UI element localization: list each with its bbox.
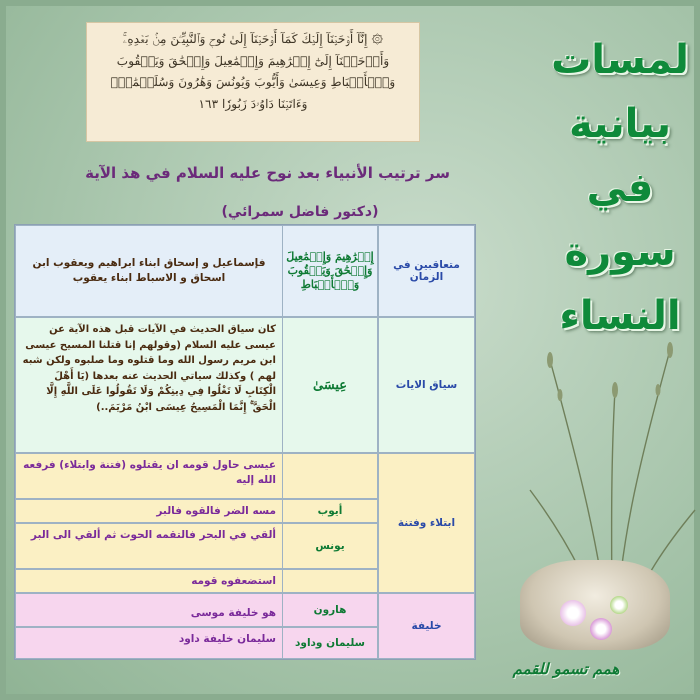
side-title-word-4: سورة: [564, 229, 676, 275]
author-name: (دكتور فاضل سمرائي): [221, 204, 379, 220]
explanation-cell-3c: ألقي في البحر فالتقمه الحوت ثم ألقي الى البر: [15, 523, 283, 569]
flower-icon: [590, 618, 612, 640]
prophets-cell-3b: أيوب: [282, 499, 378, 523]
prophets-table: [14, 224, 476, 660]
side-title-word-2: بيانية: [569, 101, 671, 147]
category-cell-context: سياق الايات: [378, 317, 475, 453]
side-title-word-5: النساء: [559, 293, 681, 339]
explanation-cell-4a: هو خليفة موسى: [15, 593, 283, 627]
category-cell-time: متعاقبين في الزمان: [378, 225, 475, 317]
side-title-word-3: في: [586, 165, 654, 211]
explanation-cell-3b: مسه الضر فالقوه فالبر: [15, 499, 283, 523]
verse-line-1: ۞ إِنَّآ أَوۡحَيۡنَآ إِلَيۡكَ كَمَآ أَوۡحَيۡنَآ إِلَىٰ نُوحٖ وَٱلنَّبِيِّـۧنَ مِنۢ بَعۡدِهِۦۚ: [122, 32, 384, 46]
quran-verse-panel: [86, 22, 420, 142]
prophets-cell-4a: هارون: [282, 593, 378, 627]
explanation-cell-3d: استضعفوه قومه: [15, 569, 283, 593]
prophets-cell-4b: سليمان وداود: [282, 627, 378, 659]
verse-line-2: وَأَوۡحَيۡنَآ إِلَىٰٓ إِبۡرَٰهِيمَ وَإِسۡمَٰعِيلَ وَإِسۡحَٰقَ وَيَعۡقُوبَ: [116, 53, 390, 68]
page-title: سر ترتيب الأنبياء بعد نوح عليه السلام في هذ الآية: [85, 164, 450, 182]
explanation-cell-2: كان سياق الحديث في الآيات قبل هذه الآية عن عيسى عليه السلام (وقولهم إنا قتلنا المسيح عيسى ابن مريم رسول الله وما قتلوه وما صلبوه ولكن شبه لهم ) وكذلك سياتي الحديث عنه بعدها (يَا أَهْلَ الْكِتَابِ لَا تَغْلُوا فِي دِينِكُمْ وَلَا تَقُولُوا عَلَى اللَّهِ إِلَّا الْحَقَّ ۚ إِنَّمَا الْمَسِيحُ عِيسَى ابْنُ مَرْيَمَ..): [15, 317, 283, 453]
prophets-cell-3c: يونس: [282, 523, 378, 569]
explanation-cell-1: فإسماعيل و إسحاق ابناء ابراهيم ويعقوب ابن اسحاق و الاسباط ابناء يعقوب: [15, 225, 283, 317]
verse-line-4: وَءَاتَيۡنَا دَاوُۥدَ زَبُورٗا ١٦٣: [198, 96, 308, 111]
verse-line-3: وَٱلۡأَسۡبَاطِ وَعِيسَىٰ وَأَيُّوبَ وَيُونُسَ وَهَٰرُونَ وَسُلَيۡمَٰنَۚ: [110, 75, 396, 89]
prophets-cell-3a: [282, 453, 378, 499]
prophets-cell-3d: [282, 569, 378, 593]
side-title-word-1: لمسات: [551, 37, 689, 83]
bottom-caption: همم تسمو للقمم: [512, 660, 620, 678]
flower-icon: [560, 600, 586, 626]
prophets-cell-2: عِيسَىٰ: [282, 317, 378, 453]
explanation-cell-4b: سليمان خليفة داود: [15, 627, 283, 659]
category-cell-successor: خليفة: [378, 593, 475, 659]
category-cell-trial: ابتلاء وفتنة: [378, 453, 475, 593]
explanation-cell-3a: عيسى حاول قومه ان يقتلوه (فتنة وابتلاء) فرفعه الله إليه: [15, 453, 283, 499]
flower-icon: [610, 596, 628, 614]
prophets-cell-1: إِبۡرَٰهِيمَ وَإِسۡمَٰعِيلَ وَإِسۡحَٰقَ وَيَعۡقُوبَ وَٱلۡأَسۡبَاطِ: [282, 225, 378, 317]
